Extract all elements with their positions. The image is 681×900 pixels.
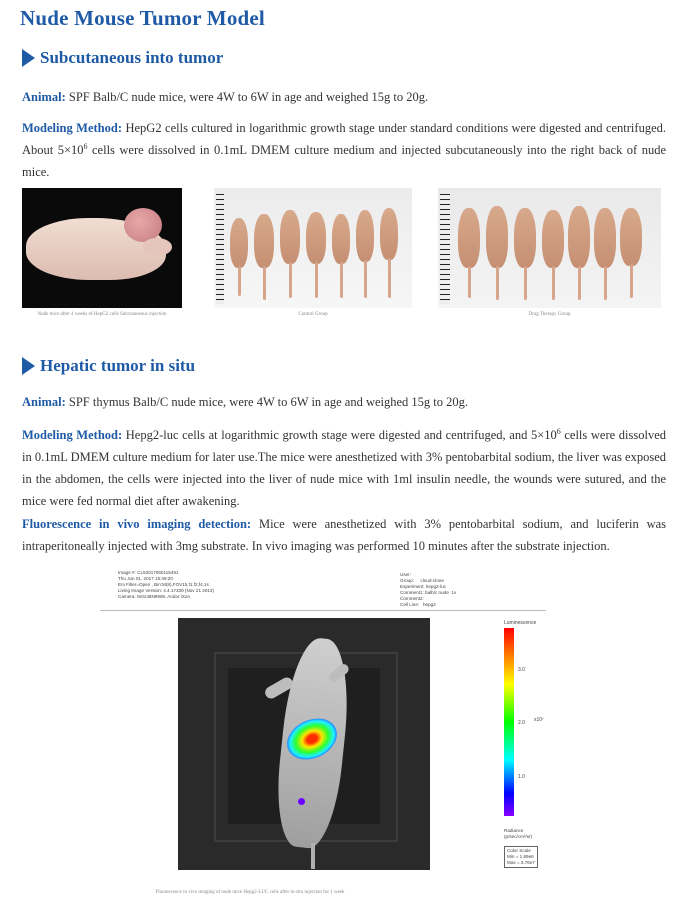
section1-method-paragraph	[22, 117, 666, 183]
fluorescence-label: Fluorescence in vivo imaging detection:	[22, 517, 252, 531]
imaging-caption: Fluorescence in vivo imaging of nude mice Hepg2-LUC cells after in-situ injection for 1 week	[155, 890, 345, 895]
section1-animal-paragraph	[22, 86, 666, 108]
animal-label: Animal:	[22, 395, 66, 409]
scale-tick: 2.0	[518, 720, 525, 726]
triangle-bullet-icon	[22, 357, 35, 375]
imaging-meta-right: User: Group: cloud-clone Experiment: hepg2-luc Comment1: balb/c nude 1v Comment2: Cell Line: hepg2	[400, 572, 457, 607]
color-scale-box: Color Scale Min = 1.89e6 Max = 3.76e7	[504, 846, 538, 868]
method-text-a: HepG2 cells cultured in logarithmic growth stage under standard conditions were digested and centrifuged. About 5×10	[22, 121, 666, 157]
photo-single-mouse	[22, 188, 182, 308]
method-text-b: cells were dissolved in 0.1mL DMEM culture medium for later use.The mice were anesthetized with 3% pentobarbital sodium, the liver was exposed in the abdomen, the cells were injected into the liver of nude mice with 1ml insulin needle, the wounds were sutured, and the mice were fed normal diet after awakening.	[22, 428, 666, 508]
imaging-meta-left: Image #: CL52017060115491 Thu Jun 01, 2017 15:49:20 Em Filter=Open , Bin:M(8),FOV15,f1,f2,f4,1s Living Image Version: 4.4.17339 (Nov 21 2013) Camera: IS0148N9908, Andor iXon	[118, 570, 215, 599]
section2-method-paragraph	[22, 424, 666, 512]
method-label: Modeling Method:	[22, 121, 122, 135]
animal-text: SPF Balb/C nude mice, were 4W to 6W in age and weighed 15g to 20g.	[65, 90, 429, 104]
photo-caption-3: Drug Therapy Group	[528, 312, 571, 317]
luminescence-color-bar	[504, 628, 514, 816]
triangle-bullet-icon	[22, 49, 35, 67]
page-title: Nude Mouse Tumor Model	[20, 6, 265, 30]
scale-title: Luminescence	[504, 620, 537, 626]
section2-fluorescence-paragraph	[22, 513, 666, 557]
scale-tick: 3.0	[518, 667, 525, 673]
method-label: Modeling Method:	[22, 428, 123, 442]
imaging-divider	[100, 610, 546, 611]
animal-text: SPF thymus Balb/C nude mice, were 4W to 6W in age and weighed 15g to 20g.	[65, 395, 469, 409]
imaging-figure	[100, 570, 560, 880]
radiance-label: Radiance (p/sec/cm²/sr)	[504, 828, 533, 839]
animal-label: Animal:	[22, 90, 66, 104]
photo-caption-1: Nude mice after 4 weeks of HepG2 cells Subcutaneous injection	[37, 312, 167, 317]
scale-tick: 1.0	[518, 774, 525, 780]
photo-control-group	[214, 188, 412, 308]
method-sup: 6	[556, 426, 561, 436]
section-heading-subcutaneous	[22, 48, 223, 68]
method-text-b: cells were dissolved in 0.1mL DMEM culture medium and injected subcutaneously into the right back of nude mice.	[22, 143, 666, 179]
method-sup: 6	[83, 141, 88, 151]
section-heading-label: Subcutaneous into tumor	[40, 48, 224, 67]
section2-animal-paragraph	[22, 391, 666, 413]
fluorescence-text: Mice were anesthetized with 3% pentobarbital sodium, and luciferin was intraperitoneally injected with 3mg substrate. In vivo imaging was performed 10 minutes after the substrate injection.	[22, 517, 667, 553]
section-heading-label: Hepatic tumor in situ	[40, 356, 196, 375]
scale-exponent: x10⁷	[534, 717, 544, 723]
photo-drug-therapy-group	[438, 188, 661, 308]
photo-caption-2: Control Group	[298, 312, 328, 317]
imaging-panel	[178, 618, 430, 870]
method-text-a: Hepg2-luc cells at logarithmic growth stage were digested and centrifuged, and 5×10	[122, 428, 557, 442]
section-heading-hepatic	[22, 356, 195, 376]
